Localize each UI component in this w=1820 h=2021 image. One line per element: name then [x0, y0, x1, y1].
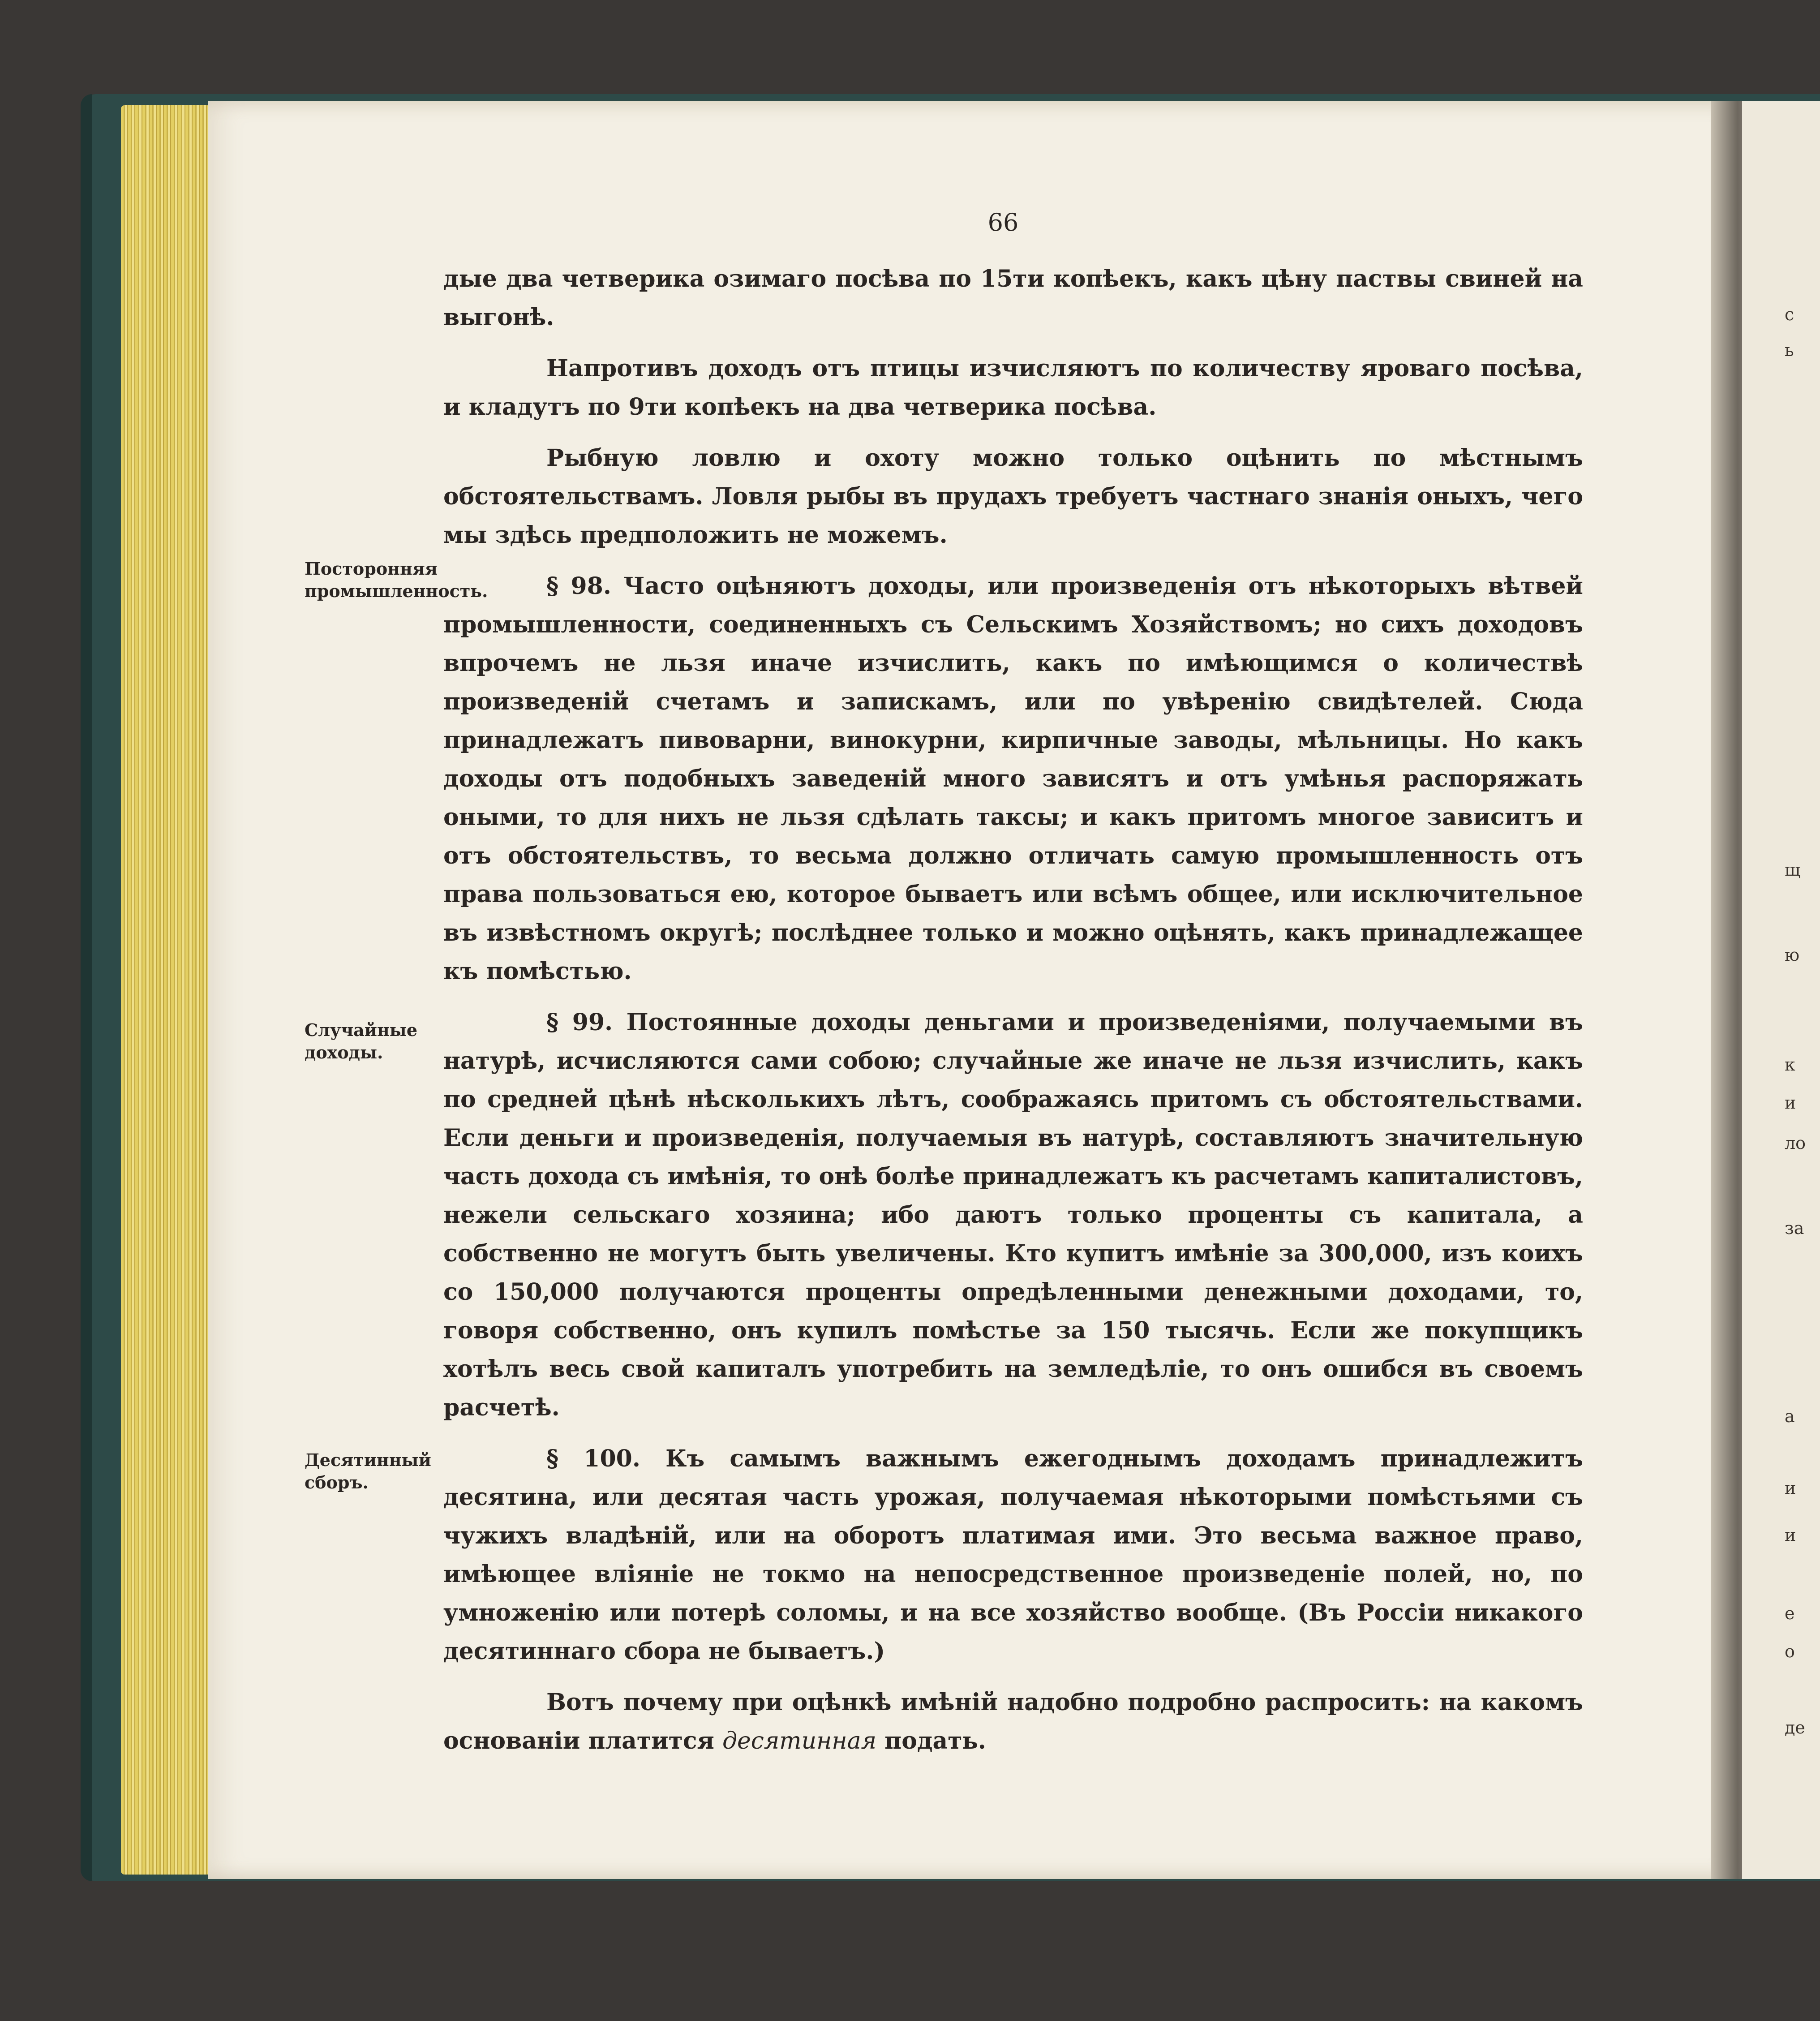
facing-page-fragment: щ	[1785, 860, 1801, 880]
facing-page-fragment: ю	[1785, 945, 1800, 965]
section-text: Постоянные доходы деньгами и произведеніями, получаемыми въ натурѣ, исчисляются сами собою; случайные же иначе не льзя изчислить, какъ по средней цѣнѣ нѣсколькихъ лѣтъ, соображаясь притомъ съ обстоятельствами. Если деньги и произведенія, получаемыя въ натурѣ, составляютъ значительную часть дохода съ имѣнія, то онѣ болѣе принадлежатъ къ расчетамъ капиталистовъ, нежели сельскаго хозяина; ибо даютъ только проценты съ капитала, а собственно не могутъ быть увеличены. Кто купитъ имѣніе за 300,000, изъ коихъ со 150,000 получаются проценты опредѣленными денежными доходами, то, говоря собственно, онъ купилъ помѣстье за 150 тысячь. Если же покупщикъ хотѣлъ весь свой капиталъ употребить на земледѣліе, то онъ ошибся въ своемъ расчетѣ.	[443, 1009, 1583, 1421]
page-block-edges	[121, 105, 210, 1875]
emphasis-word: десятинная	[722, 1728, 877, 1754]
facing-page-fragment: е	[1785, 1604, 1795, 1623]
body-text	[443, 260, 1583, 1773]
facing-page-fragment: ь	[1785, 340, 1794, 360]
cover-edge	[81, 94, 92, 1881]
facing-page-fragment: с	[1785, 305, 1794, 324]
section-number: § 100.	[546, 1445, 640, 1472]
facing-page-fragment: и	[1785, 1525, 1796, 1545]
closing-paragraph	[443, 1683, 1583, 1760]
margin-note-100: Десятинный сборъ.	[305, 1450, 431, 1492]
section-text: Часто оцѣняютъ доходы, или произведенія отъ нѣкоторыхъ вѣтвей промышленности, соединенныхъ съ Сельскимъ Хозяйствомъ; но сихъ доходовъ впрочемъ не льзя иначе изчислить, какъ по имѣющимся о количествѣ произведеній счетамъ и запискамъ, или по увѣренію свидѣтелей. Сюда принадлежатъ пивоварни, винокурни, кирпичные заводы, мѣльницы. Но какъ доходы отъ подобныхъ заведеній много зависятъ и отъ умѣнья распоряжать оными, то для нихъ не льзя сдѣлать таксы; и какъ притомъ многое зависитъ и отъ обстоятельствъ, то весьма должно отличать самую промышленность отъ права пользоваться ею, которое бываетъ или всѣмъ общее, или исключительное въ извѣстномъ округѣ; послѣднее только и можно оцѣнять, какъ принадлежащее къ помѣстью.	[443, 572, 1583, 985]
paragraph: Рыбную ловлю и охоту можно только оцѣнить по мѣстнымъ обстоятельствамъ. Ловля рыбы въ прудахъ требуетъ частнаго знанія оныхъ, чего мы здѣсь предположить не можемъ.	[443, 444, 1583, 549]
closing-text: Вотъ почему при оцѣнкѣ имѣній надобно подробно распросить: на какомъ основаніи платится	[443, 1689, 1583, 1754]
margin-note-99: Случайные доходы.	[305, 1020, 418, 1062]
paragraph: Напротивъ доходъ отъ птицы изчисляютъ по количеству яроваго посѣва, и кладутъ по 9ти копѣекъ на два четверика посѣва.	[443, 355, 1583, 421]
facing-page-fragment: и	[1785, 1478, 1796, 1498]
section-100	[443, 1440, 1583, 1671]
closing-text-end: подать.	[884, 1727, 986, 1754]
facing-page-fragment: о	[1785, 1642, 1795, 1661]
facing-page-fragment: за	[1785, 1218, 1804, 1238]
section-99	[443, 1003, 1583, 1427]
margin-note-98: Посторонняя промышленность.	[305, 559, 488, 601]
facing-page-fragment: к	[1785, 1055, 1795, 1075]
section-number: § 98.	[546, 572, 611, 600]
facing-page-fragment: и	[1785, 1093, 1796, 1113]
facing-page-fragment: де	[1785, 1718, 1805, 1737]
section-text: Къ самымъ важнымъ ежегоднымъ доходамъ принадлежитъ десятина, или десятая часть урожая, получаемая нѣкоторыми помѣстьями съ чужихъ владѣній, или на оборотъ платимая ими. Это весьма важное право, имѣющее вліяніе не токмо на непосредственное произведеніе полей, но, по умноженію или потерѣ соломы, и на все хозяйство вообще. (Въ Россіи никакого десятиннаго сбора не бываетъ.)	[443, 1445, 1583, 1665]
section-98	[443, 567, 1583, 991]
section-number: § 99.	[546, 1009, 613, 1036]
page-number: 66	[987, 208, 1019, 236]
facing-page-fragment: ло	[1785, 1133, 1806, 1153]
paragraph: дые два четверика озимаго посѣва по 15ти копѣекъ, какъ цѣну паствы свиней на выгонѣ.	[443, 265, 1583, 331]
facing-page-fragment: а	[1785, 1406, 1795, 1426]
